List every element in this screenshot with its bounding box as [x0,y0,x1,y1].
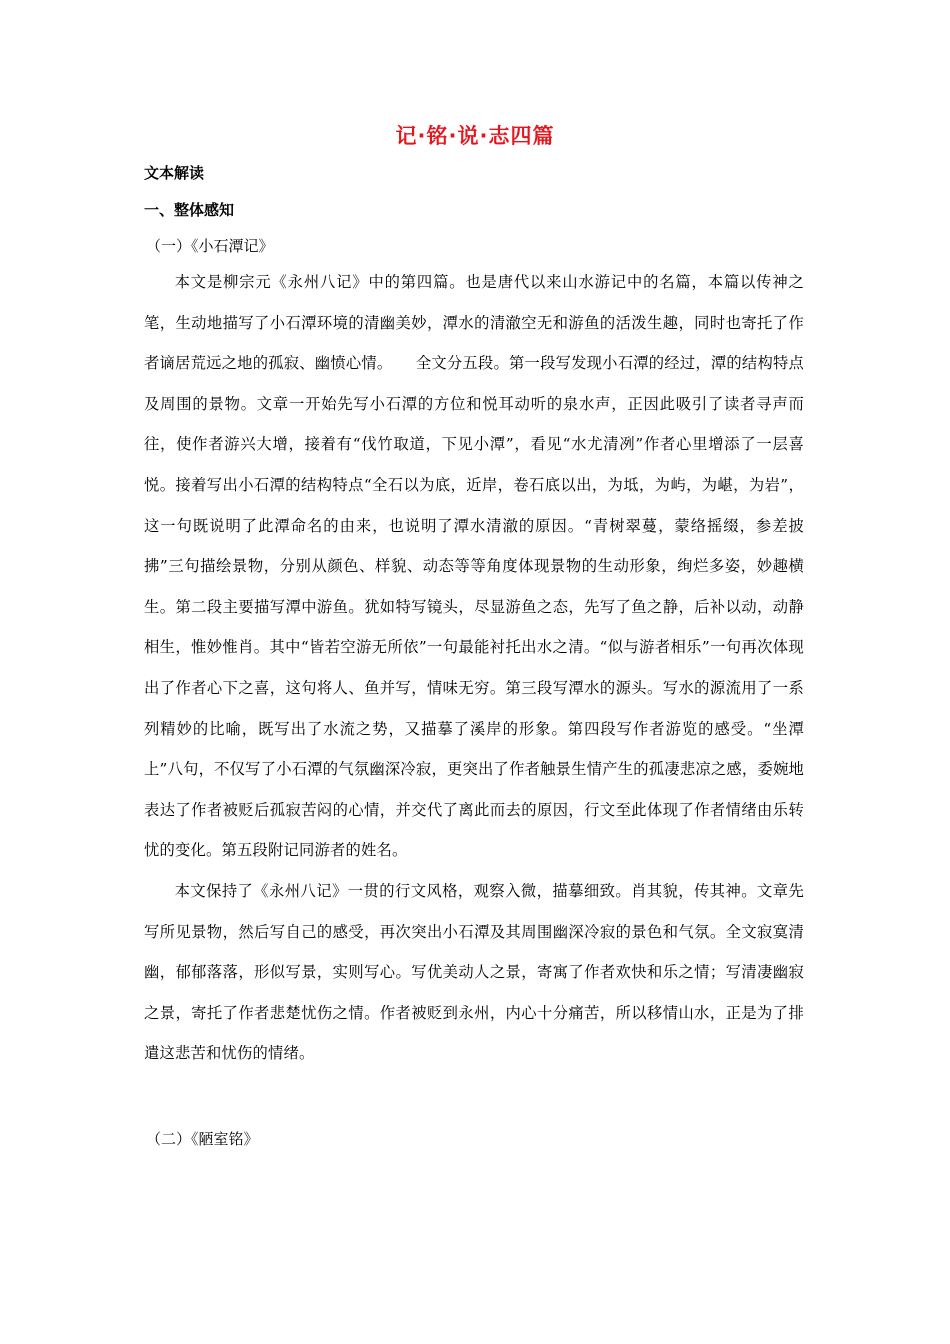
page-title: 记·铭·说·志四篇 [395,124,555,148]
subsection-label-xiaoshitanji: （一）《小石潭记》 [146,237,274,255]
subsection-label-lousiming: （二）《陋室铭》 [146,1130,259,1148]
paragraph-1: 本文是柳宗元《永州八记》中的第四篇。也是唐代以来山水游记中的名篇，本篇以传神之笔，生动地描写了小石潭环境的清幽美妙，潭水的清澈空无和游鱼的活泼生趣，同时也寄托了作者谪居荒远之地的孤寂、幽愤心情。 全文分五段。第一段写发现小石潭的经过，潭的结构特点及周围的景物。文章一开始先写小石潭的方位和悦耳动听的泉水声，正因此吸引了读者寻声而往，使作者游兴大增，接着有“伐竹取道，下见小潭”，看见“水尤清冽”作者心里增添了一层喜悦。接着写出小石潭的结构特点“全石以为底，近岸，卷石底以出，为坻，为屿，为嵁，为岩”，这一句既说明了此潭命名的由来，也说明了潭水清澈的原因。“青树翠蔓，蒙络摇缀，参差披拂”三句描绘景物，分别从颜色、样貌、动态等等角度体现景物的生动形象，绚烂多姿，妙趣横生。第二段主要描写潭中游鱼。犹如特写镜头，尽显游鱼之态，先写了鱼之静，后补以动，动静相生，惟妙惟肖。其中“皆若空游无所依”一句最能衬托出水之清。“似与游者相乐”一句再次体现出了作者心下之喜，这句将人、鱼并写，情味无穷。第三段写潭水的源头。写水的源流用了一系列精妙的比喻，既写出了水流之势，又描摹了溪岸的形象。第四段写作者游览的感受。“坐潭上”八句，不仅写了小石潭的气氛幽深冷寂，更突出了作者触景生情产生的孤凄悲凉之感，委婉地表达了作者被贬后孤寂苦闷的心情，并交代了离此而去的原因，行文至此体现了作者情绪由乐转忧的变化。第五段附记同游者的姓名。 [144,273,804,860]
paragraph-2: 本文保持了《永州八记》一贯的行文风格，观察入微，描摹细致。肖其貌，传其神。文章先写所见景物，然后写自己的感受，再次突出小石潭及其周围幽深冷寂的景色和气氛。全文寂寞清幽，郁郁落落，形似写景，实则写心。写优美动人之景，寄寓了作者欢快和乐之情；写清凄幽寂之景，寄托了作者悲楚忧伤之情。作者被贬到永州，内心十分痛苦，所以移情山水，正是为了排遣这悲苦和忧伤的情绪。 [144,881,804,1063]
body-text-block [144,262,804,1074]
section-heading-reading: 文本解读 [144,164,205,182]
section-heading-overall: 一、整体感知 [144,201,235,219]
